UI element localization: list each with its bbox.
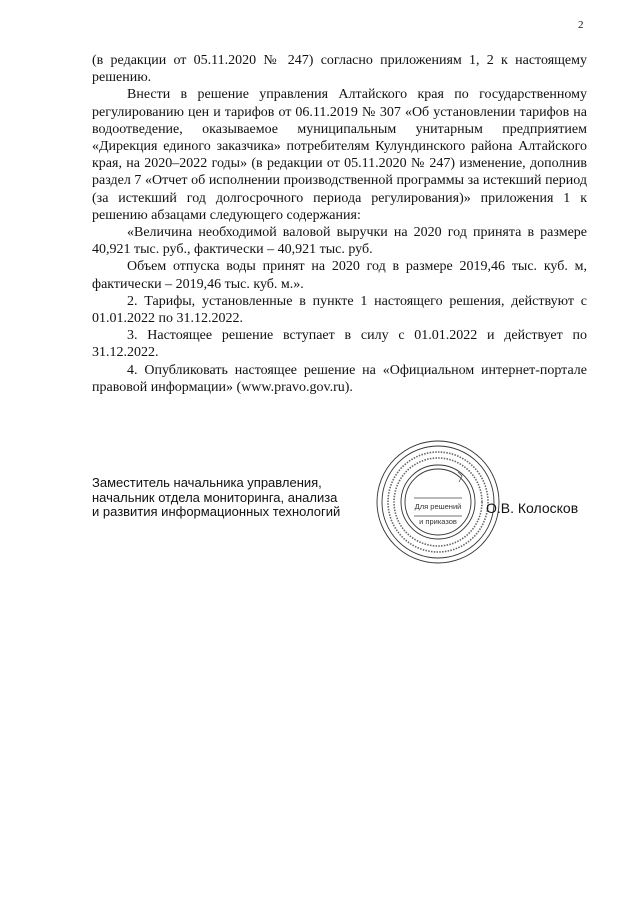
signatory-title-line-1: Заместитель начальника управления, [92, 475, 322, 490]
paragraph-3: «Величина необходимой валовой выручки на 2020 год принята в размере 40,921 тыс. руб., фактически – 40,921 тыс. руб. [92, 225, 587, 258]
stamp-center-line-1: Для решений [414, 502, 462, 511]
paragraph-7: 4. Опубликовать настоящее решение на «Официальном интернет-портале правовой информации» (www.pravo.gov.ru). [92, 362, 587, 395]
paragraph-2: Внести в решение управления Алтайского края по государственному регулированию цен и тарифов от 06.11.2019 № 307 «Об установлении тарифов на водоотведение, оказываемое муниципальным унитарным предприятием «Дирекция единого заказчика» потребителям Кулундинского района Алтайского края, на 2020–2022 годы» (в редакции от 05.11.2020 № 247) изменение, дополнив раздел 7 «Отчет об исполнении производственной программы за истекший период (за истекший год долгосрочного периода регулирования)» приложения 1 к решению абзацами следующего содержания: [92, 87, 587, 223]
official-stamp [374, 438, 502, 566]
paragraph-6: 3. Настоящее решение вступает в силу с 01.01.2022 и действует по 31.12.2022. [92, 328, 587, 361]
paragraph-4: Объем отпуска воды принят на 2020 год в размере 2019,46 тыс. куб. м, фактически – 2019,46 тыс. куб. м.». [92, 259, 587, 292]
paragraph-5: 2. Тарифы, установленные в пункте 1 настоящего решения, действуют с 01.01.2022 по 31.12.2022. [92, 293, 587, 327]
stamp-center-line-2: и приказов [419, 517, 457, 526]
signatory-name: О.В. Колосков [486, 500, 579, 516]
page-number: 2 [578, 19, 584, 31]
signatory-title-line-3: и развития информационных технологий [92, 504, 341, 519]
signatory-title [92, 476, 340, 520]
document-body [92, 52, 587, 396]
signatory-title-line-2: начальник отдела мониторинга, анализа [92, 489, 338, 505]
paragraph-1: (в редакции от 05.11.2020 № 247) согласно приложениям 1, 2 к настоящему решению. [92, 53, 587, 86]
